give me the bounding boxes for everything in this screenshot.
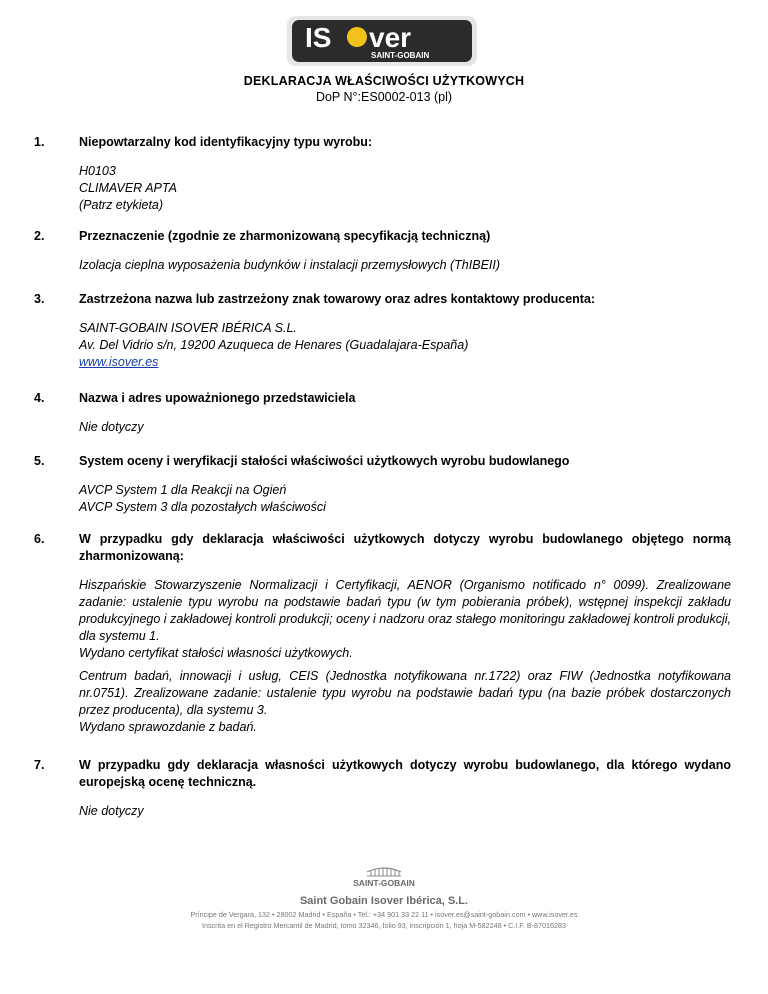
section-1-body: [79, 163, 731, 214]
aenor-certificate: Wydano certyfikat stałości własności użytkowych.: [79, 646, 353, 660]
footer-address: Príncipe de Vergara, 132 • 28002 Madrid • España • Tel.: +34 901 33 22 11 • isover.es@saint-gobain.com • www.isover.es: [190, 910, 578, 919]
website-link[interactable]: www.isover.es: [79, 355, 159, 369]
section-7-body: [79, 803, 731, 820]
logo-text-left: IS: [305, 22, 332, 53]
manufacturer-address: Av. Del Vidrio s/n, 19200 Azuqueca de Henares (Guadalajara-España): [79, 338, 469, 352]
footer-logo-text: SAINT-GOBAIN: [353, 878, 415, 888]
label-note: (Patrz etykieta): [79, 198, 164, 212]
product-code: H0103: [79, 164, 116, 178]
section-7-number: 7.: [34, 758, 45, 772]
section-3-number: 3.: [34, 292, 45, 306]
logo-text-right: ver: [369, 22, 412, 53]
eta-value: Nie dotyczy: [79, 804, 144, 818]
section-2-heading: Przeznaczenie (zgodnie ze zharmonizowaną specyfikacją techniczną): [79, 229, 491, 243]
section-4-body: [79, 419, 731, 436]
intended-use: Izolacja cieplna wyposażenia budynków i instalacji przemysłowych (ThIBEII): [79, 258, 501, 272]
section-2-number: 2.: [34, 229, 45, 243]
section-6-number: 6.: [34, 532, 45, 546]
section-6-heading: W przypadku gdy deklaracja właściwości użytkowych dotyczy wyrobu budowlanego objętego normą zharmonizowaną:: [79, 532, 731, 563]
section-1-number: 1.: [34, 135, 45, 149]
section-3-heading: Zastrzeżona nazwa lub zastrzeżony znak towarowy oraz adres kontaktowy producenta:: [79, 292, 596, 306]
avcp-system-1: AVCP System 1 dla Reakcji na Ogień: [79, 483, 287, 497]
section-5-body: [79, 482, 731, 516]
section-6-body-2: [79, 668, 731, 736]
section-5-heading: System oceny i weryfikacji stałości właściwości użytkowych wyrobu budowlanego: [79, 454, 570, 468]
ceis-paragraph: Centrum badań, innowacji i usług, CEIS (Jednostka notyfikowana nr.1722) oraz FIW (Jednostka notyfikowana nr.0751). Zrealizowane zadanie: ustalenie typu wyrobu na podstawie badań typu (na bazie próbek dostarczonych przez producenta), dla systemu 3.: [79, 669, 731, 717]
manufacturer-name: SAINT-GOBAIN ISOVER IBÉRICA S.L.: [79, 321, 297, 335]
section-7-heading: W przypadku gdy deklaracja własności użytkowych dotyczy wyrobu budowlanego, dla którego wydano europejską ocenę techniczną.: [79, 758, 731, 789]
section-4-number: 4.: [34, 391, 45, 405]
product-name: CLIMAVER APTA: [79, 181, 177, 195]
section-2-body: [79, 257, 731, 274]
section-6-body: [79, 577, 731, 662]
section-4-heading: Nazwa i adres upoważnionego przedstawiciela: [79, 391, 356, 405]
dop-number: DoP N°:ES0002-013 (pl): [315, 90, 453, 104]
representative-value: Nie dotyczy: [79, 420, 144, 434]
isover-logo: [287, 16, 477, 66]
document-title: DEKLARACJA WŁAŚCIWOŚCI UŻYTKOWYCH: [243, 74, 525, 88]
section-1-heading: Niepowtarzalny kod identyfikacyjny typu wyrobu:: [79, 135, 373, 149]
ceis-report: Wydano sprawozdanie z badań.: [79, 720, 257, 734]
logo-sun-icon: [347, 27, 367, 47]
footer-company-name: Saint Gobain Isover Ibérica, S.L.: [299, 895, 469, 907]
saint-gobain-logo: [337, 862, 431, 888]
logo-sub-text: SAINT-GOBAIN: [371, 51, 430, 60]
avcp-system-3: AVCP System 3 dla pozostałych właściwości: [79, 500, 326, 514]
section-5-number: 5.: [34, 454, 45, 468]
section-3-body: [79, 320, 731, 371]
footer-registry: Inscrita en el Registro Mercantil de Madrid, tomo 32346, folio 93, inscripción 1, hoja M-582248 • C.I.F. B-87016283: [201, 921, 567, 930]
aenor-paragraph: Hiszpańskie Stowarzyszenie Normalizacji i Certyfikacji, AENOR (Organismo notificado n° 0099). Zrealizowane zadanie: ustalenie typu wyrobu na podstawie badań typu (w tym pobierania próbek), wstępnej inspekcji zakładu produkcyjnego i zakładowej kontroli produkcji; oceny i nadzoru oraz stałego monitoringu zakładowej kontroli produkcji, dla systemu 1.: [79, 578, 731, 643]
